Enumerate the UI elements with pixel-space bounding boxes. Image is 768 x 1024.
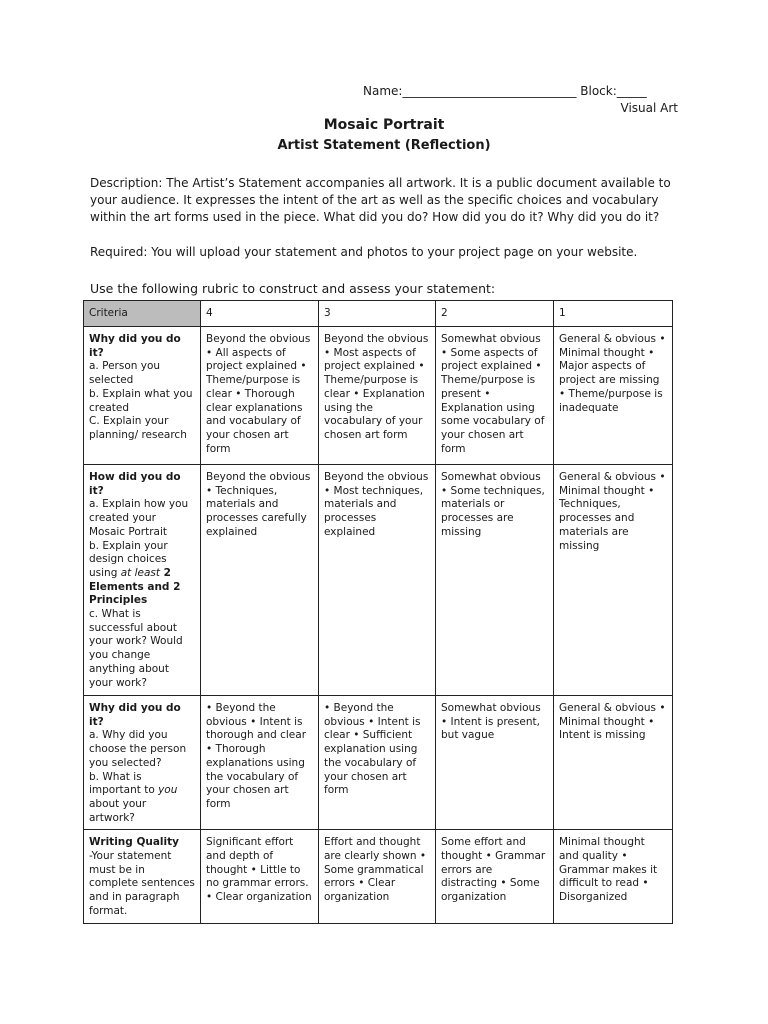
criteria-line: c. What is successful about your work? Would you change anything about your work? — [89, 608, 183, 689]
header-score-2: 2 — [436, 301, 554, 327]
score-1-cell: General & obvious • Minimal thought • Intent is missing — [554, 696, 673, 830]
criteria-cell — [84, 327, 201, 465]
score-3-cell: Beyond the obvious • Most techniques, materials and processes explained — [319, 465, 436, 696]
page-title: Mosaic Portrait — [323, 117, 445, 133]
score-1-cell: Minimal thought and quality • Grammar makes it difficult to read • Disorganized — [554, 830, 673, 923]
score-1-cell: General & obvious • Minimal thought • Major aspects of project are missing • Theme/purpose is inadequate — [554, 327, 673, 465]
score-2-cell: Somewhat obvious • Intent is present, but vague — [436, 696, 554, 830]
criteria-heading: Writing Quality — [89, 836, 179, 849]
criteria-bold: 2 Elements and 2 Principles — [89, 566, 181, 607]
score-3-cell: • Beyond the obvious • Intent is clear • Sufficient explanation using the vocabulary of your chosen art form — [319, 696, 436, 830]
score-4-cell: Significant effort and depth of thought • Little to no grammar errors. • Clear organization — [201, 830, 319, 923]
criteria-heading: Why did you do it? — [89, 333, 181, 359]
criteria-line-b — [89, 771, 195, 826]
page-subtitle: Artist Statement (Reflection) — [277, 138, 491, 153]
header-score-3: 3 — [319, 301, 436, 327]
criteria-line: C. Explain your planning/ research — [89, 415, 187, 441]
required-paragraph: Required: You will upload your statement and photos to your project page on your website. — [90, 245, 638, 259]
criteria-line: a. Explain how you created your Mosaic Portrait — [89, 498, 189, 538]
description-paragraph: Description: The Artist’s Statement accompanies all artwork. It is a public document available to your audience. It expresses the intent of the art as well as the specific choices and vocabulary within the art forms used in the piece. What did you do? How did you do it? Why did you do it? — [90, 176, 671, 224]
score-4-cell: • Beyond the obvious • Intent is thorough and clear • Thorough explanations using the vocabulary of your chosen art form — [201, 696, 319, 830]
criteria-line: -Your statement must be in complete sentences and in paragraph format. — [89, 850, 195, 917]
rubric-header-row — [84, 301, 673, 327]
header-criteria: Criteria — [84, 301, 201, 327]
criteria-cell — [84, 465, 201, 696]
criteria-cell — [84, 830, 201, 923]
score-3-cell: Beyond the obvious • Most aspects of project explained • Theme/purpose is clear • Explanation using the vocabulary of your chosen art form — [319, 327, 436, 465]
rubric-row-how — [84, 465, 673, 696]
rubric-row-why — [84, 696, 673, 830]
criteria-emphasis: at least — [120, 566, 160, 579]
score-2-cell: Somewhat obvious • Some aspects of project explained • Theme/purpose is present • Explanation using some vocabulary of your chosen art form — [436, 327, 554, 465]
criteria-line: b. Explain what you created — [89, 387, 193, 414]
score-1-cell: General & obvious • Minimal thought • Techniques, processes and materials are missing — [554, 465, 673, 696]
criteria-line: a. Why did you choose the person you selected? — [89, 729, 187, 769]
name-block-line: Name:_____________________________ Block:_____ — [363, 84, 647, 98]
rubric-instruction: Use the following rubric to construct and assess your statement: — [90, 281, 496, 296]
score-4-cell: Beyond the obvious • Techniques, materials and processes carefully explained — [201, 465, 319, 696]
criteria-text: b. What is important to — [89, 770, 159, 797]
criteria-emphasis: you — [158, 784, 178, 797]
rubric-table — [83, 300, 673, 924]
rubric-row-what — [84, 327, 673, 465]
score-3-cell: Effort and thought are clearly shown • Some grammatical errors • Clear organization — [319, 830, 436, 923]
criteria-heading: Why did you do it? — [89, 702, 181, 728]
score-2-cell: Somewhat obvious • Some techniques, materials or processes are missing — [436, 465, 554, 696]
header-score-1: 1 — [554, 301, 673, 327]
score-4-cell: Beyond the obvious • All aspects of project explained • Theme/purpose is clear • Thorough clear explanations and vocabulary of your chosen art form — [201, 327, 319, 465]
criteria-cell — [84, 696, 201, 830]
criteria-text: about your artwork? — [89, 797, 147, 824]
header-score-4: 4 — [201, 301, 319, 327]
rubric-row-writing-quality — [84, 830, 673, 923]
criteria-heading: How did you do it? — [89, 471, 181, 497]
class-name: Visual Art — [620, 101, 678, 115]
criteria-line-b — [89, 540, 195, 609]
criteria-line: a. Person you selected — [89, 360, 161, 387]
score-2-cell: Some effort and thought • Grammar errors are distracting • Some organization — [436, 830, 554, 923]
criteria-text: b. Explain your design choices using — [89, 539, 168, 579]
